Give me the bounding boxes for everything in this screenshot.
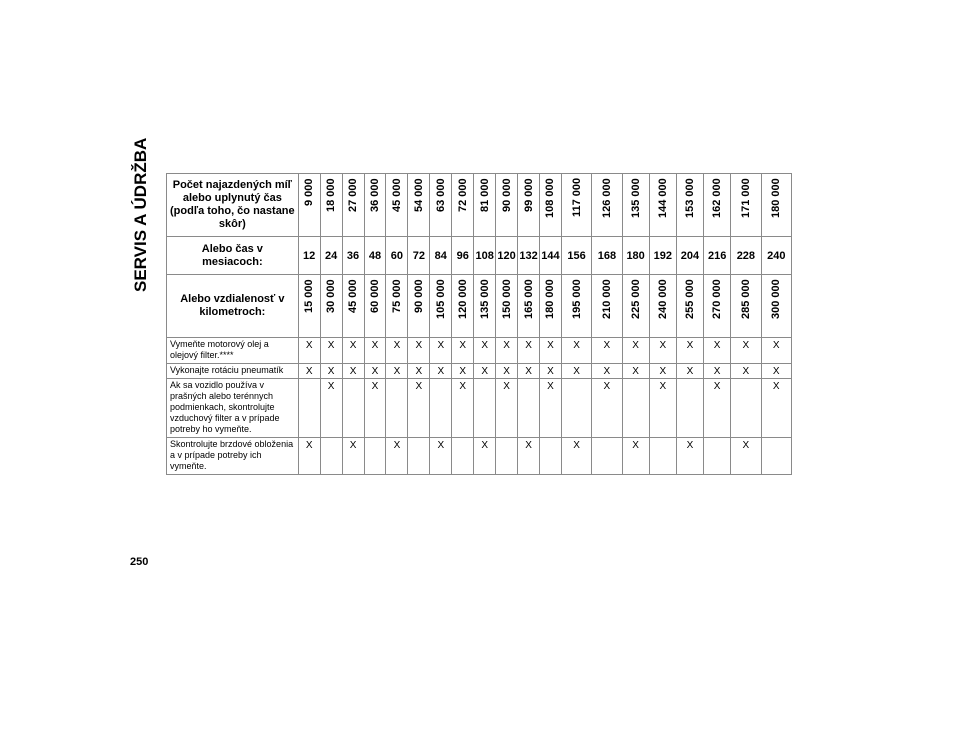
schedule-mark: X — [649, 379, 676, 438]
schedule-mark: X — [408, 379, 430, 438]
schedule-mark: X — [676, 438, 703, 475]
month-value: 192 — [649, 237, 676, 275]
header-row — [167, 275, 792, 338]
schedule-mark — [496, 438, 518, 475]
schedule-mark: X — [342, 438, 364, 475]
schedule-mark — [386, 379, 408, 438]
schedule-mark: X — [408, 338, 430, 364]
schedule-mark: X — [592, 379, 622, 438]
schedule-mark: X — [364, 379, 386, 438]
interval-value: 120 000 — [456, 279, 469, 319]
interval-value: 54 000 — [412, 178, 425, 212]
schedule-mark: X — [649, 338, 676, 364]
schedule-mark: X — [386, 338, 408, 364]
month-value: 36 — [342, 237, 364, 275]
task-label: Ak sa vozidlo používa v prašných alebo terénnych podmienkach, skontrolujte vzduchový filter a v prípade potreby ho vymeňte. — [167, 379, 299, 438]
schedule-mark: X — [731, 364, 761, 379]
header-row — [167, 237, 792, 275]
interval-value: 15 000 — [303, 279, 316, 313]
month-value: 240 — [761, 237, 791, 275]
schedule-mark — [561, 379, 591, 438]
interval-header-cell — [320, 275, 342, 338]
schedule-mark: X — [364, 338, 386, 364]
section-title-vertical — [126, 137, 156, 292]
interval-value: 126 000 — [600, 178, 613, 218]
interval-value: 162 000 — [711, 178, 724, 218]
schedule-mark: X — [704, 338, 731, 364]
interval-header-cell — [704, 174, 731, 237]
interval-header-cell — [540, 174, 562, 237]
interval-value: 153 000 — [683, 178, 696, 218]
month-value: 228 — [731, 237, 761, 275]
month-value: 12 — [298, 237, 320, 275]
schedule-mark: X — [474, 338, 496, 364]
interval-value: 171 000 — [739, 178, 752, 218]
interval-value: 195 000 — [570, 279, 583, 319]
interval-header-cell — [704, 275, 731, 338]
interval-header-cell — [364, 174, 386, 237]
schedule-mark: X — [386, 364, 408, 379]
interval-header-cell — [342, 174, 364, 237]
section-title-text: SERVIS A ÚDRŽBA — [131, 137, 150, 292]
schedule-mark: X — [408, 364, 430, 379]
schedule-mark: X — [540, 338, 562, 364]
interval-value: 135 000 — [629, 178, 642, 218]
interval-header-cell — [518, 275, 540, 338]
month-value: 120 — [496, 237, 518, 275]
interval-header-cell — [622, 174, 649, 237]
schedule-mark: X — [298, 338, 320, 364]
interval-value: 90 000 — [412, 279, 425, 313]
schedule-mark: X — [561, 364, 591, 379]
interval-value: 225 000 — [629, 279, 642, 319]
schedule-mark: X — [320, 379, 342, 438]
schedule-mark: X — [518, 364, 540, 379]
month-value: 180 — [622, 237, 649, 275]
month-value: 72 — [408, 237, 430, 275]
schedule-mark: X — [298, 364, 320, 379]
month-value: 96 — [452, 237, 474, 275]
interval-value: 135 000 — [478, 279, 491, 319]
interval-value: 36 000 — [368, 178, 381, 212]
schedule-mark — [622, 379, 649, 438]
interval-header-cell — [761, 275, 791, 338]
page-number: 250 — [130, 556, 149, 568]
schedule-mark — [676, 379, 703, 438]
interval-value: 240 000 — [656, 279, 669, 319]
schedule-mark: X — [731, 338, 761, 364]
schedule-mark: X — [731, 438, 761, 475]
schedule-mark: X — [704, 364, 731, 379]
schedule-mark: X — [561, 338, 591, 364]
schedule-mark: X — [649, 364, 676, 379]
interval-value: 117 000 — [570, 177, 583, 217]
interval-header-cell — [561, 275, 591, 338]
interval-value: 270 000 — [711, 279, 724, 319]
schedule-mark: X — [761, 364, 791, 379]
header-row-label: Počet najazdených míľ alebo uplynutý čas (podľa toho, čo nastane skôr) — [167, 174, 299, 237]
header-row-label: Alebo čas v mesiacoch: — [167, 237, 299, 275]
interval-value: 150 000 — [500, 279, 513, 319]
schedule-mark: X — [622, 438, 649, 475]
interval-header-cell — [731, 174, 761, 237]
month-value: 168 — [592, 237, 622, 275]
interval-header-cell — [496, 174, 518, 237]
schedule-mark — [704, 438, 731, 475]
interval-header-cell — [474, 275, 496, 338]
schedule-mark — [430, 379, 452, 438]
schedule-mark — [298, 379, 320, 438]
schedule-mark: X — [592, 338, 622, 364]
schedule-mark — [649, 438, 676, 475]
schedule-mark: X — [761, 379, 791, 438]
schedule-mark — [408, 438, 430, 475]
schedule-mark: X — [452, 338, 474, 364]
schedule-mark: X — [452, 364, 474, 379]
month-value: 204 — [676, 237, 703, 275]
interval-header-cell — [518, 174, 540, 237]
interval-header-cell — [622, 275, 649, 338]
interval-header-cell — [408, 275, 430, 338]
interval-header-cell — [592, 275, 622, 338]
interval-value: 72 000 — [456, 178, 469, 212]
interval-header-cell — [364, 275, 386, 338]
schedule-mark — [731, 379, 761, 438]
interval-value: 63 000 — [434, 178, 447, 212]
interval-value: 30 000 — [325, 279, 338, 313]
schedule-mark: X — [320, 338, 342, 364]
schedule-mark: X — [298, 438, 320, 475]
interval-value: 180 000 — [544, 279, 557, 319]
interval-header-cell — [540, 275, 562, 338]
task-row — [167, 338, 792, 364]
interval-value: 144 000 — [656, 178, 669, 218]
interval-value: 27 000 — [347, 178, 360, 212]
interval-value: 45 000 — [390, 178, 403, 212]
interval-value: 99 000 — [522, 178, 535, 212]
schedule-mark: X — [364, 364, 386, 379]
interval-header-cell — [452, 174, 474, 237]
schedule-mark: X — [474, 364, 496, 379]
interval-header-cell — [320, 174, 342, 237]
schedule-mark: X — [540, 379, 562, 438]
schedule-mark: X — [430, 438, 452, 475]
interval-header-cell — [430, 174, 452, 237]
schedule-mark: X — [676, 364, 703, 379]
month-value: 156 — [561, 237, 591, 275]
schedule-mark — [364, 438, 386, 475]
schedule-mark: X — [496, 379, 518, 438]
schedule-mark: X — [622, 338, 649, 364]
interval-header-cell — [731, 275, 761, 338]
task-label: Skontrolujte brzdové obloženia a v prípade potreby ich vymeňte. — [167, 438, 299, 475]
month-value: 24 — [320, 237, 342, 275]
schedule-mark: X — [496, 338, 518, 364]
schedule-mark — [592, 438, 622, 475]
task-row — [167, 364, 792, 379]
schedule-mark: X — [342, 338, 364, 364]
interval-header-cell — [676, 275, 703, 338]
interval-header-cell — [298, 174, 320, 237]
interval-header-cell — [474, 174, 496, 237]
schedule-mark: X — [342, 364, 364, 379]
interval-value: 18 000 — [325, 178, 338, 212]
interval-value: 108 000 — [544, 178, 557, 218]
task-label: Vykonajte rotáciu pneumatík — [167, 364, 299, 379]
interval-value: 75 000 — [390, 279, 403, 313]
interval-header-cell — [649, 275, 676, 338]
interval-value: 81 000 — [478, 178, 491, 212]
interval-header-cell — [496, 275, 518, 338]
interval-value: 60 000 — [368, 279, 381, 313]
schedule-mark: X — [622, 364, 649, 379]
month-value: 108 — [474, 237, 496, 275]
interval-value: 90 000 — [500, 178, 513, 212]
schedule-mark: X — [540, 364, 562, 379]
task-label: Vymeňte motorový olej a olejový filter.**** — [167, 338, 299, 364]
interval-header-cell — [342, 275, 364, 338]
interval-value: 9 000 — [303, 178, 316, 206]
schedule-mark — [761, 438, 791, 475]
interval-value: 180 000 — [770, 178, 783, 218]
interval-value: 285 000 — [739, 279, 752, 319]
schedule-mark: X — [518, 438, 540, 475]
schedule-mark: X — [518, 338, 540, 364]
schedule-mark: X — [496, 364, 518, 379]
schedule-mark: X — [320, 364, 342, 379]
interval-value: 45 000 — [347, 279, 360, 313]
interval-header-cell — [761, 174, 791, 237]
maintenance-schedule-table — [166, 173, 792, 475]
interval-header-cell — [386, 174, 408, 237]
interval-header-cell — [298, 275, 320, 338]
schedule-mark: X — [592, 364, 622, 379]
interval-value: 300 000 — [770, 279, 783, 319]
schedule-mark: X — [704, 379, 731, 438]
task-row — [167, 438, 792, 475]
task-row — [167, 379, 792, 438]
interval-value: 165 000 — [522, 279, 535, 319]
schedule-mark: X — [474, 438, 496, 475]
month-value: 48 — [364, 237, 386, 275]
schedule-mark — [474, 379, 496, 438]
month-value: 60 — [386, 237, 408, 275]
interval-header-cell — [676, 174, 703, 237]
interval-header-cell — [408, 174, 430, 237]
schedule-mark — [342, 379, 364, 438]
schedule-mark: X — [761, 338, 791, 364]
interval-header-cell — [452, 275, 474, 338]
schedule-mark: X — [676, 338, 703, 364]
month-value: 132 — [518, 237, 540, 275]
month-value: 144 — [540, 237, 562, 275]
interval-header-cell — [386, 275, 408, 338]
schedule-mark — [518, 379, 540, 438]
interval-header-cell — [649, 174, 676, 237]
schedule-mark — [540, 438, 562, 475]
schedule-mark: X — [430, 338, 452, 364]
interval-header-cell — [430, 275, 452, 338]
interval-header-cell — [561, 174, 591, 237]
interval-value: 105 000 — [434, 279, 447, 319]
schedule-mark: X — [386, 438, 408, 475]
interval-header-cell — [592, 174, 622, 237]
schedule-mark — [320, 438, 342, 475]
month-value: 84 — [430, 237, 452, 275]
schedule-mark: X — [561, 438, 591, 475]
schedule-mark: X — [452, 379, 474, 438]
interval-value: 255 000 — [683, 279, 696, 319]
schedule-mark: X — [430, 364, 452, 379]
header-row — [167, 174, 792, 237]
header-row-label: Alebo vzdialenosť v kilometroch: — [167, 275, 299, 338]
month-value: 216 — [704, 237, 731, 275]
interval-value: 210 000 — [600, 279, 613, 319]
schedule-mark — [452, 438, 474, 475]
